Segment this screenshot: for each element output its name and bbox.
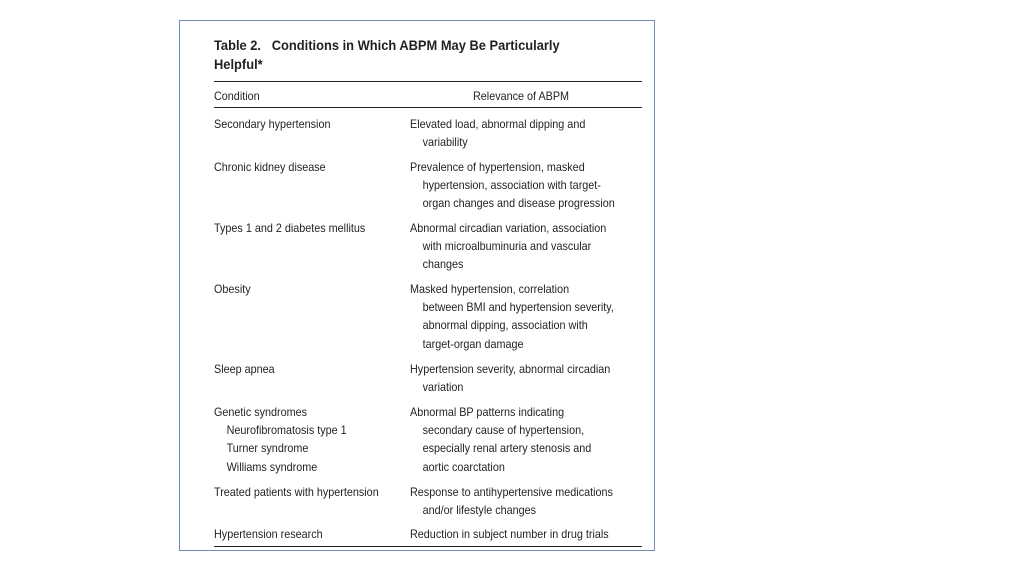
relevance-text: variation: [422, 380, 464, 395]
relevance-cell: [410, 483, 640, 519]
top-rule: [214, 81, 642, 82]
header-rule: [214, 107, 642, 108]
relevance-text: organ changes and disease progression: [422, 196, 615, 211]
relevance-text: Abnormal BP patterns indicating: [410, 405, 565, 419]
column-header-condition: Condition: [214, 89, 260, 103]
condition-cell: [214, 115, 408, 133]
condition-cell: [214, 525, 408, 543]
condition-text: Obesity: [214, 282, 251, 296]
condition-cell: [214, 483, 408, 501]
relevance-cell: [410, 403, 640, 476]
condition-cell: [214, 280, 408, 298]
relevance-text: secondary cause of hypertension,: [422, 423, 585, 438]
relevance-text: Response to antihypertensive medications: [410, 485, 613, 499]
relevance-cell: [410, 219, 640, 274]
relevance-cell: [410, 115, 640, 151]
bottom-rule: [214, 546, 642, 547]
column-header-relevance: Relevance of ABPM: [473, 89, 570, 103]
condition-subitem: Williams syndrome: [226, 459, 318, 474]
relevance-text: and/or lifestyle changes: [422, 503, 537, 518]
relevance-cell: [410, 525, 640, 543]
relevance-text: Prevalence of hypertension, masked: [410, 160, 585, 174]
relevance-text: between BMI and hypertension severity,: [422, 300, 614, 315]
relevance-text: Elevated load, abnormal dipping and: [410, 117, 586, 131]
relevance-text: Hypertension severity, abnormal circadian: [410, 362, 611, 376]
table-frame: [179, 20, 655, 551]
condition-text: Secondary hypertension: [214, 117, 331, 131]
relevance-text: hypertension, association with target-: [422, 178, 601, 193]
condition-text: Treated patients with hypertension: [214, 485, 379, 499]
condition-text: Sleep apnea: [214, 362, 275, 376]
condition-subitem: Turner syndrome: [226, 441, 309, 456]
condition-cell: [214, 158, 408, 176]
condition-text: Genetic syndromes: [214, 405, 308, 419]
condition-text: Types 1 and 2 diabetes mellitus: [214, 221, 366, 235]
relevance-cell: [410, 280, 640, 353]
condition-cell: [214, 360, 408, 378]
relevance-text: target-organ damage: [422, 336, 524, 351]
relevance-text: variability: [422, 135, 468, 150]
condition-cell: [214, 219, 408, 237]
relevance-text: Masked hypertension, correlation: [410, 282, 570, 296]
condition-text: Chronic kidney disease: [214, 160, 326, 174]
relevance-text: Abnormal circadian variation, association: [410, 221, 607, 235]
relevance-text: with microalbuminuria and vascular: [422, 239, 592, 254]
relevance-text: aortic coarctation: [422, 459, 505, 474]
relevance-cell: [410, 360, 640, 396]
condition-text: Hypertension research: [214, 527, 323, 541]
relevance-text: Reduction in subject number in drug trials: [410, 527, 609, 541]
relevance-text: abnormal dipping, association with: [422, 318, 588, 333]
condition-subitem: Neurofibromatosis type 1: [226, 423, 347, 438]
table-title: Table 2. Conditions in Which ABPM May Be Particularly Helpful*: [214, 37, 560, 72]
relevance-text: especially renal artery stenosis and: [422, 441, 592, 456]
condition-cell: [214, 403, 408, 476]
relevance-cell: [410, 158, 640, 213]
relevance-text: changes: [422, 257, 464, 272]
